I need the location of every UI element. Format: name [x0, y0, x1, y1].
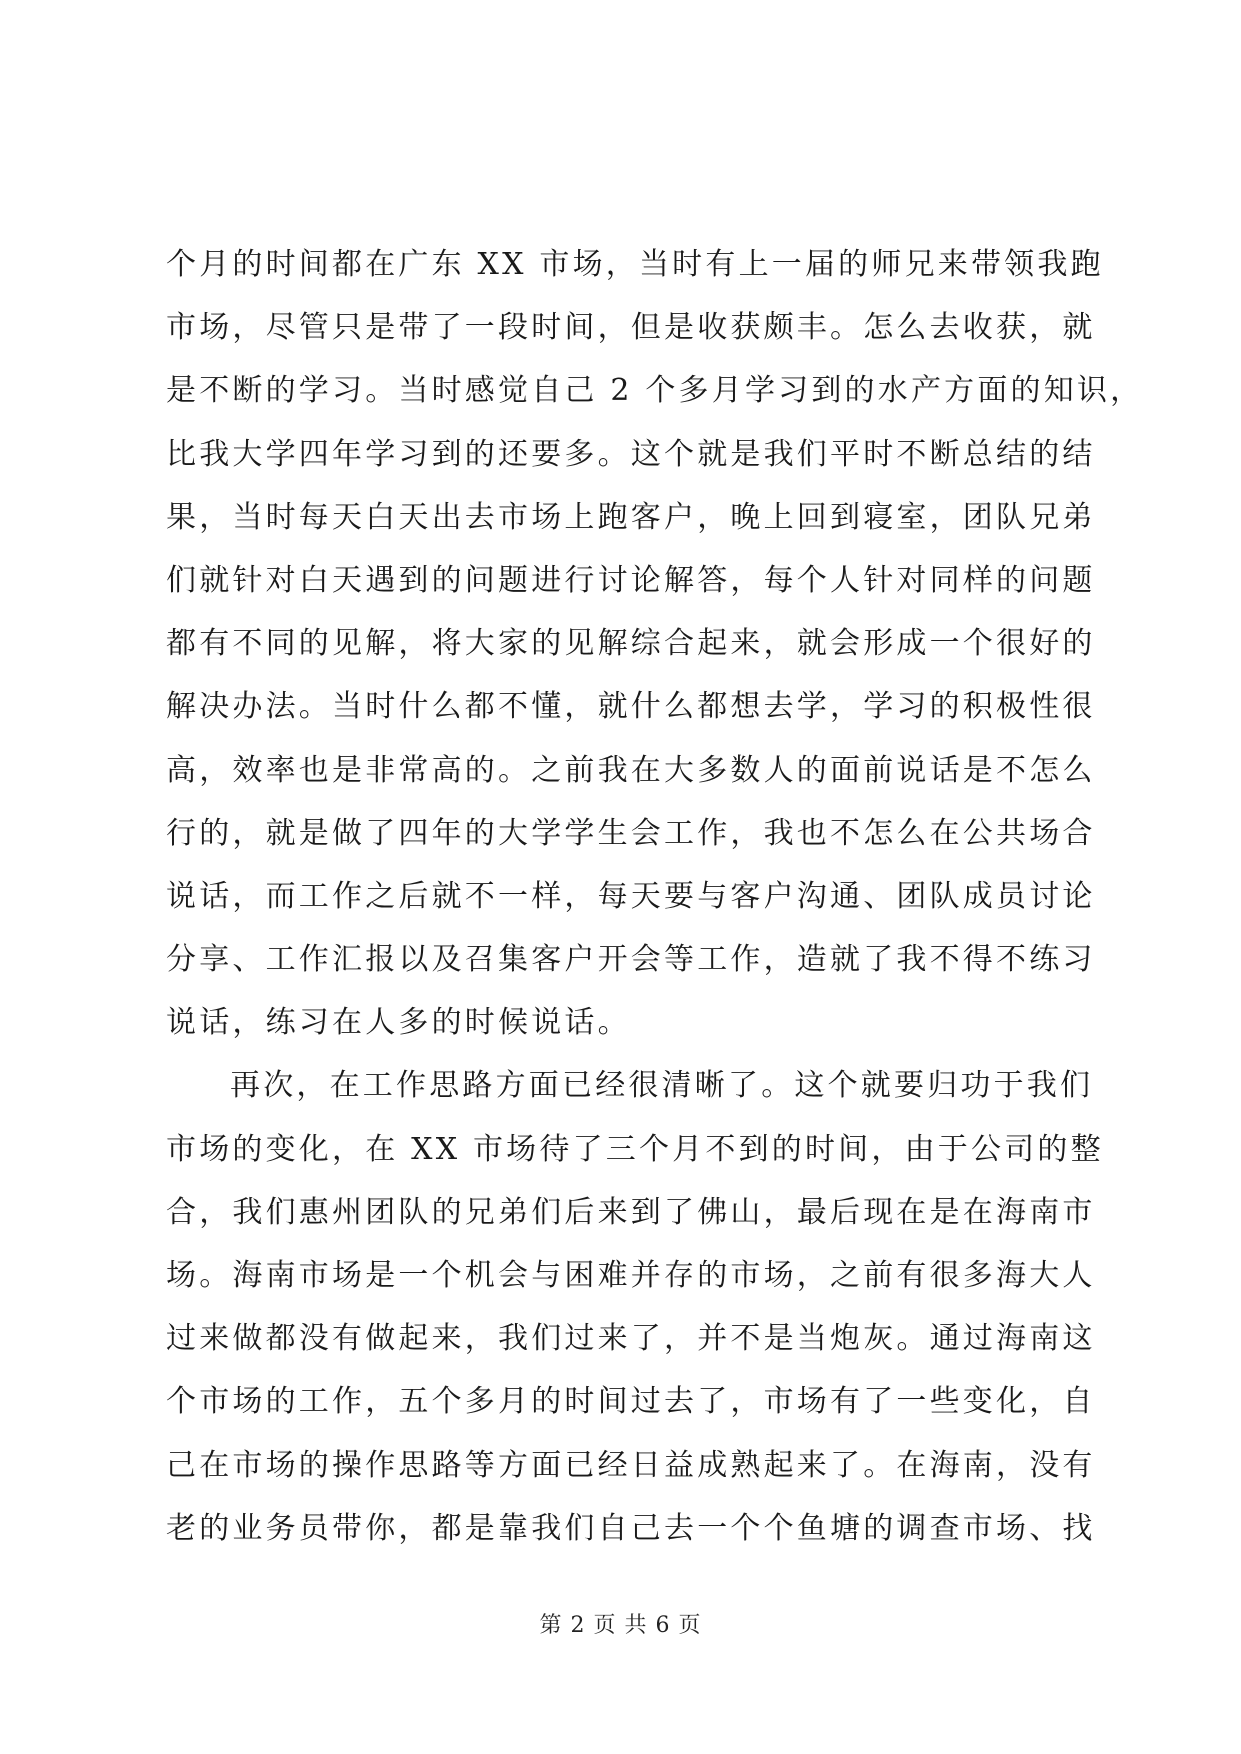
- text-line: 说话，练习在人多的时候说话。: [166, 1005, 631, 1041]
- text-line: 己在市场的操作思路等方面已经日益成熟起来了。在海南，没有: [166, 1447, 1096, 1483]
- text-line: 市场，尽管只是带了一段时间，但是收获颇丰。怎么去收获，就: [166, 310, 1096, 346]
- text-line: 果，当时每天白天出去市场上跑客户，晚上回到寝室，团队兄弟: [166, 499, 1096, 535]
- text-line: 过来做都没有做起来，我们过来了，并不是当炮灰。通过海南这: [166, 1321, 1096, 1357]
- text-line: 市场的变化，在 XX 市场待了三个月不到的时间，由于公司的整: [166, 1131, 1104, 1167]
- text-line: 解决办法。当时什么都不懂，就什么都想去学，学习的积极性很: [166, 689, 1096, 725]
- page-number-footer: 第 2 页 共 6 页: [539, 1613, 702, 1638]
- paragraph-start-line: 再次，在工作思路方面已经很清晰了。这个就要归功于我们: [230, 1068, 1094, 1104]
- text-line: 个市场的工作，五个多月的时间过去了，市场有了一些变化，自: [166, 1384, 1096, 1420]
- text-line: 说话，而工作之后就不一样，每天要与客户沟通、团队成员讨论: [166, 878, 1096, 914]
- text-line: 都有不同的见解，将大家的见解综合起来，就会形成一个很好的: [166, 626, 1096, 662]
- text-line: 分享、工作汇报以及召集客户开会等工作，造就了我不得不练习: [166, 942, 1096, 978]
- text-line: 是不断的学习。当时感觉自己 2 个多月学习到的水产方面的知识，: [166, 373, 1144, 409]
- text-line: 老的业务员带你，都是靠我们自己去一个个鱼塘的调查市场、找: [166, 1510, 1096, 1546]
- body-text: [166, 233, 1144, 1560]
- text-line: 场。海南市场是一个机会与困难并存的市场，之前有很多海大人: [166, 1258, 1096, 1293]
- text-line: 行的，就是做了四年的大学学生会工作，我也不怎么在公共场合: [166, 815, 1096, 851]
- text-line: 个月的时间都在广东 XX 市场，当时有上一届的师兄来带领我跑: [166, 247, 1104, 282]
- text-line: 合，我们惠州团队的兄弟们后来到了佛山，最后现在是在海南市: [166, 1194, 1096, 1230]
- text-line: 高，效率也是非常高的。之前我在大多数人的面前说话是不怎么: [166, 752, 1096, 788]
- text-line: 们就针对白天遇到的问题进行讨论解答，每个人针对同样的问题: [166, 562, 1096, 598]
- text-line: 比我大学四年学习到的还要多。这个就是我们平时不断总结的结: [166, 436, 1096, 472]
